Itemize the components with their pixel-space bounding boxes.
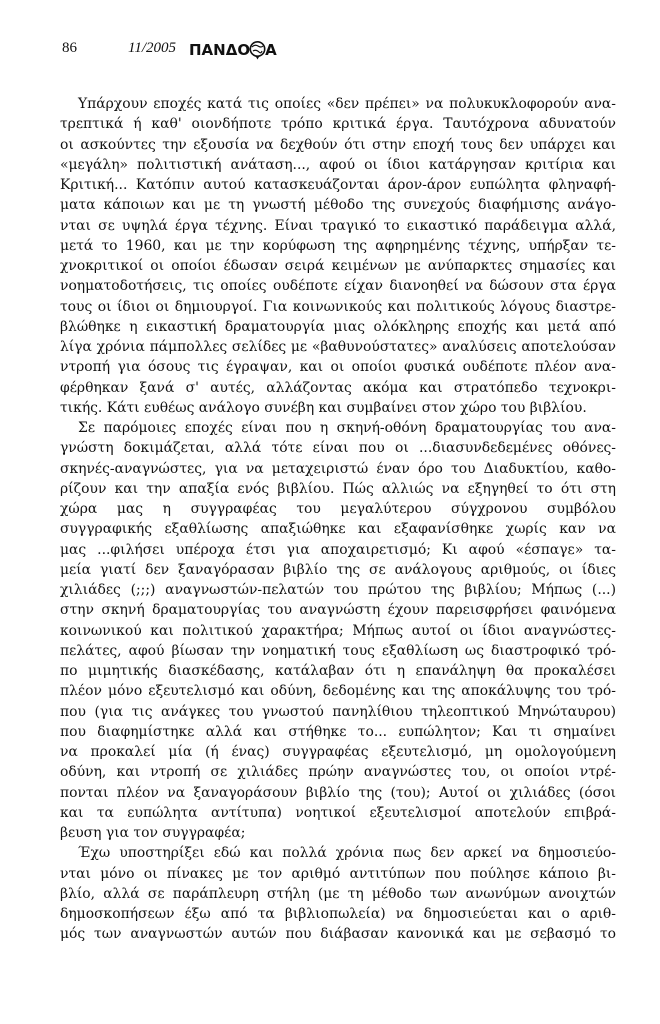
page-number: 86 bbox=[62, 40, 77, 56]
text-line: μετά το 1960, και με την κορύφωση της αφηρημένης τέχνης, υπήρξαν τε- bbox=[60, 237, 616, 254]
text-line: πελάτες, αφού βίωσαν την νοηματική τους εξαθλίωση ως διαστροφικό τρό- bbox=[60, 642, 616, 659]
text-line: δημοσκοπήσεων έξω από τα βιβλιοπωλεία) να δημοσιεύεται και ο αριθ- bbox=[60, 906, 616, 922]
running-header bbox=[62, 38, 622, 62]
text-line: και τα ευπώλητα αντίτυπα) νοητικοί εξευτελισμοί αποτελούν επιβρά- bbox=[60, 804, 616, 821]
text-line: «μεγάλη» πολιτιστική ανάταση..., αφού οι ίδιοι κατάργησαν κριτίρια και bbox=[60, 156, 616, 173]
text-line: σκηνές-αναγνώστες, για να μεταχειριστώ έναν όρο του Διαδυκτίου, καθο- bbox=[60, 460, 616, 477]
text-line: χιλιάδες (;;;) αναγνωστών-πελατών του πρώτου της βιβλίου; Μήπως (...) bbox=[60, 582, 616, 598]
text-line: χώρα μας η συγγραφέας του μεγαλύτερου σύγχρονου συμβόλου bbox=[60, 501, 616, 517]
text-line: πο μιμητικής διασκέδασης, κατάλαβαν ότι η επανάληψη θα προκαλέσει bbox=[60, 663, 616, 679]
text-line: μός των αναγνωστών αυτών που διάβασαν κανονικά και με σεβασμό το bbox=[60, 926, 616, 943]
text-line: τρεπτικά ή καθ' οιονδήποτε τρόπο κριτικά έργα. Ταυτόχρονα αδυνατούν bbox=[60, 116, 616, 133]
text-line: μεία γιατί δεν ξαναγόρασαν βιβλίο της σε ανάλογους αριθμούς, οι ίδιες bbox=[60, 561, 616, 578]
article-body bbox=[60, 94, 616, 945]
text-line: πλέον μόνο εξευτελισμό και οδύνη, δεδομένης και της αποκάλυψης του τρό- bbox=[60, 683, 616, 700]
logo-text-left: ΠΑΝΔΟ bbox=[189, 41, 251, 59]
text-line: κοινωνικού και πολιτικού χαρακτήρα; Μήπως αυτοί οι ίδιοι αναγνώστες- bbox=[60, 622, 616, 639]
text-line: Έχω υποστηρίξει εδώ και πολλά χρόνια πως δεν αρκεί να δημοσιεύο- bbox=[78, 845, 616, 862]
text-line: που (για τις ανάγκες του γνωστού πανηλίθιου τηλεοπτικού Μηνώταυρου) bbox=[60, 703, 616, 720]
logo-text-right: Α bbox=[265, 41, 277, 59]
text-line: ματα κάποιων και με τη γνωστή μέθοδο της συνεχούς διαφήμισης ανάγο- bbox=[60, 197, 616, 214]
globe-emblem-icon bbox=[249, 41, 266, 60]
text-line: βευση για τον συγγραφέα; bbox=[60, 825, 246, 841]
text-line: τικής. Κάτι ευθέως ανάλογο συνέβη και συμβαίνει στον χώρο του βιβλίου. bbox=[60, 399, 587, 416]
text-line: φέρθηκαν ξανά σ' αυτές, αλλάζοντας ακόμα και στρατόπεδο τεχνοκρι- bbox=[60, 379, 616, 396]
text-line: ντροπή για όσους τις έγραψαν, και οι οποίοι φυσικά ουδέποτε πλέον ανα- bbox=[60, 359, 616, 376]
text-line: χνοκριτικοί οι οποίοι έδωσαν σειρά κειμένων με ανύπαρκτες σημασίες και bbox=[60, 258, 616, 274]
text-line: Κριτική... Κατόπιν αυτού κατασκευάζονται άρον-άρον ευπώλητα φληναφή- bbox=[60, 177, 616, 193]
text-line: να προκαλεί μία (ή ένας) συγγραφέας εξευτελισμό, μη ομολογούμενη bbox=[60, 744, 616, 760]
text-line: Σε παρόμοιες εποχές είναι που η σκηνή-οθόνη δραματουργίας του ανα- bbox=[78, 420, 616, 436]
text-line: νται σε υψηλά έργα τέχνης. Είναι τραγικό το εικαστικό παράδειγμα αλλά, bbox=[60, 217, 616, 234]
text-line: συγγραφικής εξαθλίωσης απαξιώθηκε και εξαφανίσθηκε χωρίς καν να bbox=[60, 521, 616, 538]
text-line: στην σκηνή δραματουργίας του αναγνώστη έχουν παρεισφρήσει φαινόμενα bbox=[60, 602, 616, 619]
magazine-logo bbox=[189, 38, 277, 62]
text-line: ρίζουν και την απαξία ενός βιβλίου. Πώς αλλιώς να εξηγηθεί το ότι στη bbox=[60, 480, 616, 497]
text-line: που διαφημίστηκε αλλά και στήθηκε το... ευπώλητον; Και τι σημαίνει bbox=[60, 723, 616, 740]
issue-number: 11/2005 bbox=[128, 40, 177, 56]
text-line: οι ασκούντες την εξουσία να δεχθούν ότι στην εποχή τους δεν υπάρχει και bbox=[60, 136, 616, 153]
text-line: Υπάρχουν εποχές κατά τις οποίες «δεν πρέπει» να πολυκυκλοφορούν ανα- bbox=[78, 96, 616, 112]
text-line: λίγα χρόνια πάμπολλες σελίδες με «βαθυνούστατες» αναλύσεις αποτελούσαν bbox=[60, 339, 616, 355]
text-line: τους οι ίδιοι οι δημιουργοί. Για κοινωνικούς και πολιτικούς λόγους διαστρε- bbox=[60, 298, 616, 315]
text-line: γνώστη δοκιμάζεται, αλλά τότε είναι που οι ...διασυνδεδεμένες οθόνες- bbox=[60, 440, 616, 457]
text-line: νται μόνο οι πίνακες με τον αριθμό αντιτύπων που πούλησε κάποιο βι- bbox=[60, 865, 616, 882]
text-line: πονται πλέον να ξαναγοράσουν βιβλίο της (του); Αυτοί οι χιλιάδες (όσοι bbox=[60, 784, 616, 801]
text-line: μας ...φιλήσει υπέροχα έτσι για αποχαιρετισμό; Κι αφού «έσπαγε» τα- bbox=[60, 541, 616, 558]
text-line: βλίο, αλλά σε παράπλευρη στήλη (με τη μέθοδο των ανωνύμων ανοιχτών bbox=[60, 885, 616, 902]
text-line: βλώθηκε η εικαστική δραματουργία μιας ολόκληρης εποχής και μετά από bbox=[60, 318, 616, 335]
text-line: οδύνη, και ντροπή σε χιλιάδες πρώην αναγνώστες του, οι οποίοι ντρέ- bbox=[60, 764, 616, 781]
text-line: νοηματοδοτήσεις, τις οποίες ουδέποτε είχαν διανοηθεί να δώσουν στα έργα bbox=[60, 278, 616, 295]
